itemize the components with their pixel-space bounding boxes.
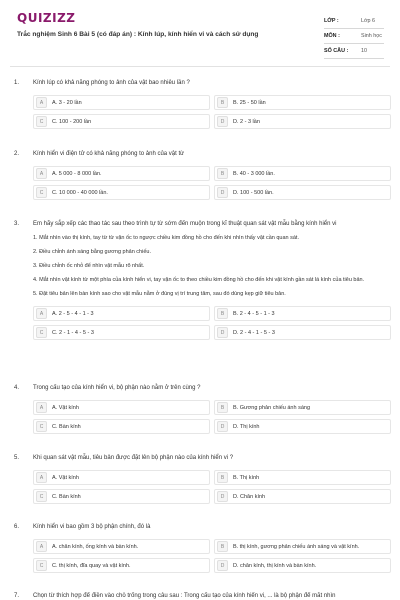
option-letter: B [217,168,228,179]
option-a[interactable] [33,166,210,181]
meta-row-subject [324,29,384,44]
question-6 [14,523,390,573]
option-text: D. chân kính, thị kính và bàn kính. [233,562,317,569]
meta-value: Lớp 6 [361,18,376,24]
option-b[interactable] [214,400,391,415]
question-7 [14,592,390,600]
question-stem [14,523,390,531]
option-text: C. 2 - 1 - 4 - 5 - 3 [52,329,94,336]
worksheet-header [0,0,400,68]
option-letter: C [36,491,47,502]
question-5 [14,454,390,504]
option-d[interactable] [214,558,391,573]
meta-row-class [324,14,384,29]
option-text: B. thị kính, gương phản chiếu ánh sáng và vật kính. [233,543,360,550]
question-text: Em hãy sắp xếp các thao tác sau theo trình tự từ sớm đến muộn trong kĩ thuật quan sát vật mẫu bằng kính hiển vi [33,221,337,227]
option-d[interactable] [214,114,391,129]
option-a[interactable] [33,306,210,321]
option-letter: A [36,168,47,179]
option-b[interactable] [214,166,391,181]
option-letter: D [217,116,228,127]
option-letter: C [36,560,47,571]
option-text: A. chân kính, ống kính và bàn kính. [52,543,139,550]
option-a[interactable] [33,400,210,415]
question-3 [14,220,390,340]
option-text: B. Thị kính [233,474,260,481]
question-number: 5. [14,455,20,461]
option-text: C. Bàn kính [52,493,81,500]
meta-table [324,14,384,59]
option-letter: B [217,308,228,319]
option-letter: D [217,491,228,502]
option-letter: A [36,308,47,319]
step-3-text: 3. Điều chỉnh ốc nhỏ để nhìn vật mẫu rõ nhất. [33,263,145,269]
meta-value: 10 [361,48,367,54]
question-number: 6. [14,524,20,530]
question-text: Kính hiển vi bao gồm 3 bộ phận chính, đó là [33,524,151,530]
question-text: Kính lúp có khả năng phóng to ảnh của vật bao nhiêu lần ? [33,80,190,86]
question-text: Trong cấu tạo của kính hiển vi, bộ phận nào nằm ở trên cùng ? [33,385,201,391]
option-letter: C [36,327,47,338]
meta-label: SỐ CÂU : [324,48,349,54]
option-d[interactable] [214,419,391,434]
option-text: D. Chân kính [233,493,266,500]
question-text: Khi quan sát vật mẫu, tiêu bản được đặt lên bộ phận nào của kính hiển vi ? [33,455,234,461]
question-text: Kính hiển vi điện tử có khả năng phóng to ảnh của vật từ [33,151,185,157]
question-number: 7. [14,593,20,599]
answer-options [33,400,390,434]
answer-options [33,470,390,504]
option-b[interactable] [214,95,391,110]
option-text: C. thị kính, đĩa quay và vật kính. [52,562,131,569]
option-text: B. Gương phản chiếu ánh sáng [233,404,311,411]
question-1 [14,79,390,129]
option-c[interactable] [33,114,210,129]
option-text: D. 100 - 500 lần. [233,189,274,196]
meta-value: Sinh học [361,33,382,39]
question-stem [14,454,390,462]
option-letter: B [217,97,228,108]
option-text: D. 2 - 4 - 1 - 5 - 3 [233,329,275,336]
option-text: A. Vật kính [52,404,79,411]
option-c[interactable] [33,558,210,573]
option-letter: C [36,421,47,432]
option-text: A. 2 - 5 - 4 - 1 - 3 [52,310,94,317]
option-letter: D [217,560,228,571]
option-c[interactable] [33,419,210,434]
question-stem [14,150,390,158]
option-text: C. 100 - 200 lần [52,118,92,125]
option-letter: A [36,402,47,413]
option-letter: D [217,327,228,338]
option-b[interactable] [214,539,391,554]
question-number: 3. [14,221,20,227]
question-stem [14,220,390,228]
header-divider [10,66,390,67]
option-text: D. 2 - 3 lần [233,118,260,125]
answer-options [33,166,390,200]
meta-row-count [324,44,384,59]
option-text: D. Thị kính [233,423,260,430]
option-letter: A [36,541,47,552]
option-d[interactable] [214,489,391,504]
option-c[interactable] [33,489,210,504]
question-4 [14,384,390,434]
option-text: B. 2 - 4 - 5 - 1 - 3 [233,310,275,317]
option-text: B. 40 - 3 000 lần. [233,170,275,177]
option-a[interactable] [33,470,210,485]
option-letter: C [36,116,47,127]
question-stem [14,79,390,87]
meta-label: LỚP : [324,18,339,24]
option-a[interactable] [33,95,210,110]
worksheet-title: Trắc nghiệm Sinh 6 Bài 5 (có đáp án) : Kính lúp, kính hiển vi và cách sử dụng [17,31,259,38]
meta-label: MÔN : [324,33,340,39]
question-text: Chọn từ thích hợp để điền vào chỗ trống trong câu sau : Trong cấu tạo của kính hiển vi, ... là bộ phận để mắt nhìn [33,593,336,599]
option-letter: D [217,187,228,198]
option-letter: D [217,421,228,432]
quizizz-logo: QUIZIZZ [17,11,76,25]
option-text: B. 25 - 50 lần [233,99,266,106]
option-a[interactable] [33,539,210,554]
question-number: 2. [14,151,20,157]
step-1-text: 1. Mắt nhìn vào thị kính, tay từ từ vặn ốc to ngược chiều kim đồng hồ cho đến khi nhìn thấy vật cần quan sát. [33,235,299,241]
option-text: A. 3 - 20 lần [52,99,82,106]
answer-options [33,95,390,129]
option-letter: A [36,472,47,483]
option-text: C. Bàn kính [52,423,81,430]
option-letter: B [217,472,228,483]
answer-options [33,539,390,573]
option-d[interactable] [214,325,391,340]
option-text: C. 10 000 - 40 000 lần. [52,189,108,196]
option-c[interactable] [33,185,210,200]
option-letter: B [217,541,228,552]
option-letter: B [217,402,228,413]
option-letter: C [36,187,47,198]
option-letter: A [36,97,47,108]
step-4-text: 4. Mắt nhìn vật kính từ một phía của kính hiển vi, tay vặn ốc to theo chiều kim đồng hồ cho đến khi vật kính gần sát lá kính của tiêu bản. [33,277,365,283]
option-text: A. Vật kính [52,474,79,481]
answer-options [33,306,390,340]
option-c[interactable] [33,325,210,340]
option-d[interactable] [214,185,391,200]
option-b[interactable] [214,306,391,321]
question-2 [14,150,390,200]
option-b[interactable] [214,470,391,485]
question-stem [14,592,390,600]
question-stem [14,384,390,392]
step-2-text: 2. Điều chỉnh ánh sáng bằng gương phản chiếu. [33,249,151,255]
option-text: A. 5 000 - 8 000 lần. [52,170,102,177]
question-number: 4. [14,385,20,391]
question-number: 1. [14,80,20,86]
step-5-text: 5. Đặt tiêu bản lên bàn kính sao cho vật mẫu nằm ở đúng vị trí trung tâm, sau đó dùng kẹp giữ tiêu bản. [33,291,286,297]
